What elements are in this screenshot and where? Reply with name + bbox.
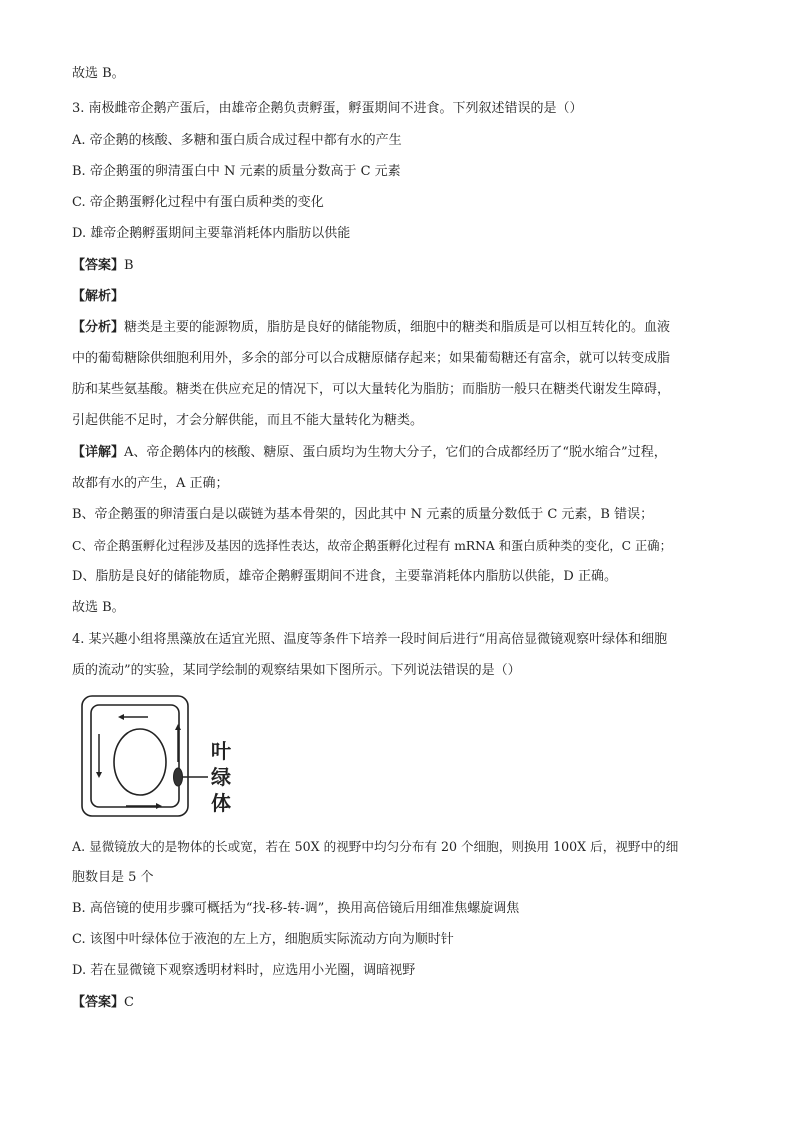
q3-option-c: C. 帝企鹅蛋孵化过程中有蛋白质种类的变化 bbox=[72, 195, 324, 210]
cell-wall-outer bbox=[82, 696, 188, 816]
q3-fenxi-line-1 bbox=[72, 320, 670, 336]
figure-label-char-1: 叶 bbox=[211, 739, 231, 763]
fenxi-label: 【分析】 bbox=[72, 320, 125, 335]
q3-option-d: D. 雄帝企鹅孵蛋期间主要靠消耗体内脂肪以供能 bbox=[72, 226, 351, 241]
figure-label-char-2: 绿 bbox=[211, 765, 231, 789]
q4-option-d: D. 若在显微镜下观察透明材料时，应选用小光圈，调暗视野 bbox=[72, 963, 416, 978]
xiangjie-text: A、帝企鹅体内的核酸、糖原、蛋白质均为生物大分子，它们的合成都经历了“脱水缩合”过程， bbox=[124, 445, 667, 460]
q3-conclusion: 故选 B。 bbox=[72, 600, 125, 615]
figure-label-char-3: 体 bbox=[211, 791, 231, 815]
flow-arrow-left-head bbox=[96, 772, 102, 778]
q4-answer bbox=[72, 995, 134, 1011]
q2-conclusion: 故选 B。 bbox=[72, 66, 125, 81]
q4-stem-line-1: 4. 某兴趣小组将黑藻放在适宜光照、温度等条件下培养一段时间后进行“用高倍显微镜观察叶绿体和细胞 bbox=[72, 632, 668, 647]
q3-xiangjie-line-3: B、帝企鹅蛋的卵清蛋白是以碳链为基本骨架的，因此其中 N 元素的质量分数低于 C 元素，B 错误； bbox=[72, 507, 654, 522]
flow-arrow-top-head bbox=[118, 714, 124, 720]
fenxi-text: 糖类是主要的能源物质，脂肪是良好的储能物质，细胞中的糖类和脂质是可以相互转化的。血液 bbox=[124, 320, 671, 335]
q4-option-a-line-2: 胞数目是 5 个 bbox=[72, 870, 154, 885]
xiangjie-label: 【详解】 bbox=[72, 445, 125, 460]
chloroplast bbox=[174, 768, 183, 786]
q3-xiangjie-line-2: 故都有水的产生，A 正确； bbox=[72, 476, 229, 491]
q3-fenxi-line-2: 中的葡萄糖除供细胞利用外，多余的部分可以合成糖原储存起来；如果葡萄糖还有富余，就可以转变成脂 bbox=[72, 351, 671, 366]
q3-option-b: B. 帝企鹅蛋的卵清蛋白中 N 元素的质量分数高于 C 元素 bbox=[72, 164, 401, 179]
q3-stem: 3. 南极雌帝企鹅产蛋后，由雄帝企鹅负责孵蛋，孵蛋期间不进食。下列叙述错误的是（） bbox=[72, 101, 583, 116]
q3-answer bbox=[72, 258, 134, 274]
q3-fenxi-line-3: 肪和某些氨基酸。糖类在供应充足的情况下，可以大量转化为脂肪；而脂肪一般只在糖类代谢发生障碍， bbox=[72, 382, 671, 397]
q4-option-a-line-1: A. 显微镜放大的是物体的长或宽，若在 50X 的视野中均匀分布有 20 个细胞，则换用 100X 后，视野中的细 bbox=[72, 839, 679, 854]
answer-label: 【答案】 bbox=[72, 995, 125, 1010]
q3-xiangjie-line-5: D、脂肪是良好的储能物质，雄帝企鹅孵蛋期间不进食，主要靠消耗体内脂肪以供能，D 正确。 bbox=[72, 569, 617, 584]
q4-option-c: C. 该图中叶绿体位于液泡的左上方，细胞质实际流动方向为顺时针 bbox=[72, 932, 454, 947]
vacuole bbox=[114, 729, 166, 795]
flow-arrow-right-head bbox=[175, 724, 181, 730]
q4-option-b: B. 高倍镜的使用步骤可概括为“找-移-转-调”，换用高倍镜后用细准焦螺旋调焦 bbox=[72, 901, 520, 916]
q4-stem-line-2: 质的流动”的实验，某同学绘制的观察结果如下图所示。下列说法错误的是（） bbox=[72, 663, 521, 678]
answer-label: 【答案】 bbox=[72, 258, 125, 273]
q3-fenxi-line-4: 引起供能不足时，才会分解供能，而且不能大量转化为糖类。 bbox=[72, 413, 424, 428]
flow-arrow-bottom-head bbox=[156, 803, 162, 809]
answer-value: B bbox=[124, 258, 134, 273]
q3-xiangjie-line-1 bbox=[72, 445, 667, 461]
cell-diagram-figure bbox=[78, 692, 258, 822]
q3-option-a: A. 帝企鹅的核酸、多糖和蛋白质合成过程中都有水的产生 bbox=[72, 133, 402, 148]
q3-analysis-label: 【解析】 bbox=[72, 289, 125, 304]
q3-xiangjie-line-4: C、帝企鹅蛋孵化过程涉及基因的选择性表达，故帝企鹅蛋孵化过程有 mRNA 和蛋白质种类的变化，C 正确； bbox=[72, 539, 672, 553]
answer-value: C bbox=[124, 995, 134, 1010]
